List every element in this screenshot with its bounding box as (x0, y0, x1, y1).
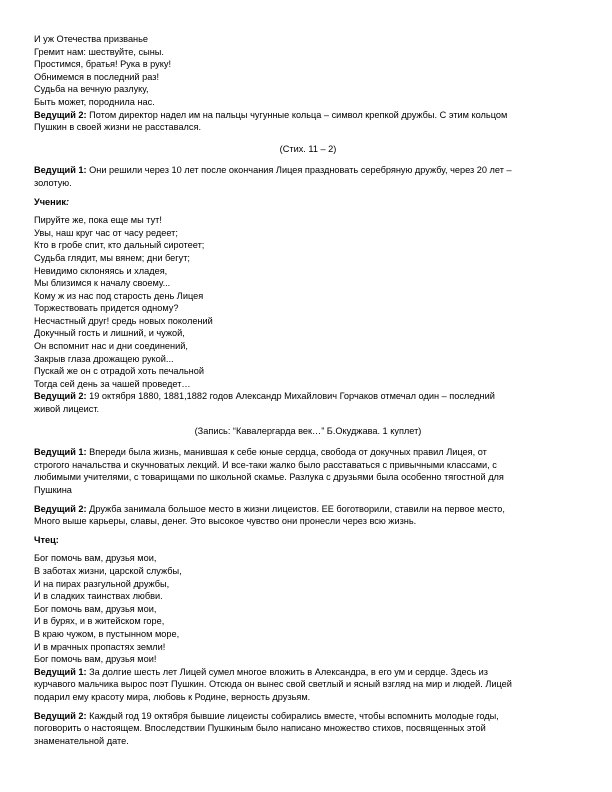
poem-line: Кто в гробе спит, кто дальный сиротеет; (34, 240, 205, 251)
poem-line: Бог помочь вам, друзья мои, (34, 603, 157, 614)
stage-note: (Запись: “Кавалергарда век…” Б.Окуджава. 1 куплет) (194, 425, 422, 436)
poem-line: Пускай же он с отрадой хоть печальной (34, 366, 204, 377)
poem-line: В краю чужом, в пустынном море, (34, 628, 180, 639)
poem-line: Докучный гость и лишний, и чужой, (34, 328, 185, 339)
paragraph-host2-friendship-place (34, 503, 582, 528)
paragraph-text: Впереди была жизнь, манившая к себе юные сердца, свобода от докучных правил Лицея, от (86, 447, 487, 458)
speaker-label: Ведущий 2: (34, 503, 87, 514)
speaker-label: Ведущий 1: (34, 447, 87, 458)
paragraph-text: живой лицеист. (34, 404, 100, 415)
poem-line: Увы, наш круг час от часу редеет; (34, 227, 178, 238)
poem-line: И на пирах разгульной дружбы, (34, 578, 170, 589)
stage-note: (Стих. 11 – 2) (279, 143, 337, 154)
poem-line: И в мрачных пропастях земли! (34, 641, 166, 652)
paragraph-text: курчавого мальчика вырос поэт Пушкин. Отсюда он вынес свой светлый и ясный взгляд на мир и людей. Лицей (34, 679, 512, 690)
speaker-label: Ведущий 2: (34, 109, 87, 120)
poem-line: Невидимо склоняясь и хладея, (34, 265, 168, 276)
paragraph-text: строгого начальства и скучноватых лекций. И все-таки жалко было расставаться с привычными классами, с (34, 459, 497, 470)
poem-block-3 (34, 552, 582, 665)
paragraph-text: Дружба занимала большое место в жизни лицеистов. ЕЕ боготворили, ставили на первое место, (86, 503, 505, 514)
poem-line: И уж Отечества призванье (34, 34, 149, 44)
paragraph-text: Много выше карьеры, славы, денег. Это высокое чувство они пронесли через всю жизнь. (34, 516, 417, 527)
poem-line: В заботах жизни, царской службы, (34, 565, 182, 576)
paragraph-host1-farewell (34, 446, 582, 496)
speaker-label: Ведущий 2: (34, 710, 87, 721)
paragraph-host1-friendship (34, 164, 582, 189)
poem-line: Несчастный друг! средь новых поколений (34, 315, 213, 326)
poem-line: Судьба на вечную разлуку, (34, 84, 149, 95)
speaker-label: Ведущий 2: (34, 391, 87, 402)
paragraph-text: Они решили через 10 лет после окончания Лицея праздновать серебряную дружбу, через 20 лет – (86, 165, 512, 176)
speaker-label: Ведущий 1: (34, 165, 87, 176)
paragraph-text: Пушкина (34, 485, 72, 495)
poem-line: Судьба глядит, мы вянем; дни бегут; (34, 252, 190, 263)
poem-line: Быть может, породнила нас. (34, 96, 155, 107)
role-heading-reader: Чтец: (34, 534, 59, 545)
paragraph-text: любимыми учителями, с товарищами по школьной скамье. Разлука с друзьями была особенно тягостной для (34, 472, 504, 483)
poem-line: Гремит нам: шествуйте, сыны. (34, 46, 164, 57)
poem-line: Обнимемся в последний раз! (34, 71, 159, 82)
paragraph-text: Потом директор надел им на пальцы чугунные кольца – символ крепкой дружбы. С этим кольцом (86, 109, 508, 120)
poem-line: Тогда сей день за чашей проведет… (34, 378, 191, 389)
document-page (34, 33, 582, 747)
poem-line: Бог помочь вам, друзья мои, (34, 553, 157, 564)
poem-line: И в сладких таинствах любви. (34, 591, 163, 602)
poem-line: Мы близимся к началу своему... (34, 278, 171, 289)
paragraph-text: За долгие шесть лет Лицей сумел многое вложить в Александра, в его ум и сердце. Здесь из (86, 666, 488, 677)
paragraph-host2-october (34, 710, 582, 748)
paragraph-text: знаменательной дате. (34, 735, 129, 746)
paragraph-text: поговорить о настоящем. Впоследствии Пушкиным было написано множество стихов, посвященных этой (34, 723, 486, 734)
paragraph-host1-lyceum (34, 666, 582, 704)
paragraph-text: Каждый год 19 октября бывшие лицеисты собирались вместе, чтобы вспомнить молодые годы, (86, 710, 499, 721)
role-heading-student: Ученик: (34, 196, 70, 207)
paragraph-text: Пушкин в своей жизни не расставался. (34, 122, 202, 133)
paragraph-text: золотую. (34, 177, 72, 188)
poem-line: Он вспомнит нас и дни соединений, (34, 341, 188, 352)
poem-block-2 (34, 214, 582, 390)
speaker-label: Ведущий 1: (34, 666, 87, 677)
poem-block-1 (34, 33, 582, 109)
poem-line: И в бурях, и в житейском горе, (34, 616, 165, 627)
paragraph-host2-gorchakov (34, 390, 582, 415)
poem-line: Закрыв глаза дрожащею рукой... (34, 353, 174, 364)
poem-line: Пируйте же, пока еще мы тут! (34, 215, 162, 226)
paragraph-host2-rings (34, 109, 582, 134)
poem-line: Торжествовать придется одному? (34, 303, 179, 314)
paragraph-text: подарил ему красоту мира, любовь к Родине, верность друзьям. (34, 691, 311, 702)
poem-line: Простимся, братья! Рука в руку! (34, 59, 172, 70)
poem-line: Кому ж из нас под старость день Лицея (34, 290, 204, 301)
paragraph-text: 19 октября 1880, 1881,1882 годов Александр Михайлович Горчаков отмечал один – последний (86, 391, 495, 402)
poem-line: Бог помочь вам, друзья мои! (34, 654, 157, 665)
